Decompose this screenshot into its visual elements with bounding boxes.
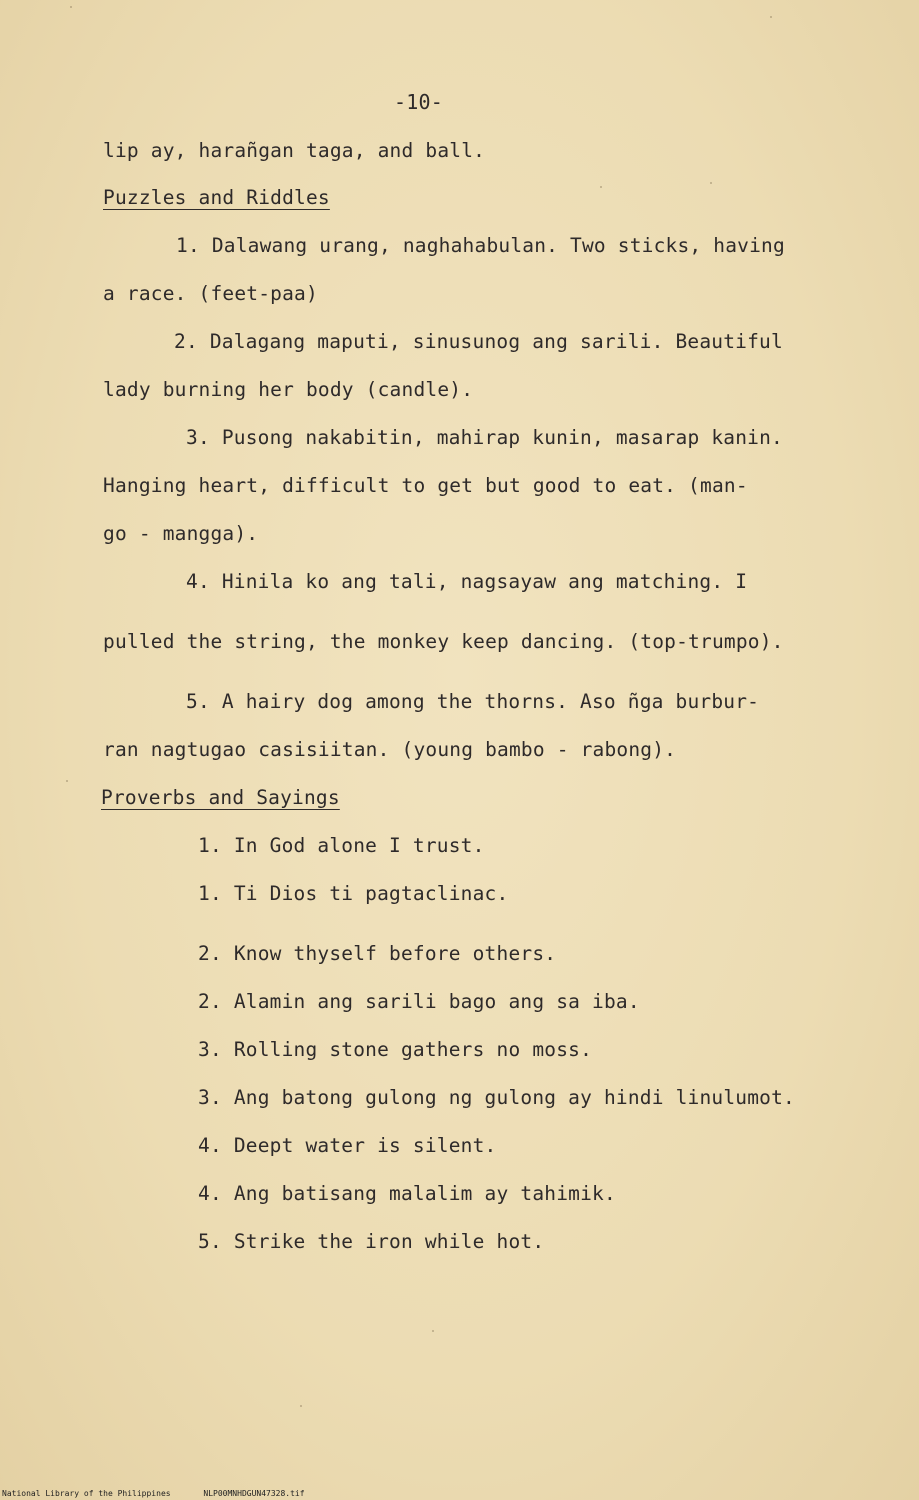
text-line: lip ay, harañgan taga, and ball. [103, 139, 486, 162]
paper-speck [300, 1405, 302, 1407]
scan-footer [2, 1489, 333, 1498]
proverb-line: 2. Know thyself before others. [198, 942, 557, 965]
riddle-2-line-2: lady burning her body (candle). [103, 378, 474, 401]
footer-library: National Library of the Philippines [2, 1489, 171, 1498]
paper-speck [770, 16, 772, 18]
proverb-line: 4. Deept water is silent. [198, 1134, 497, 1157]
section-heading-puzzles: Puzzles and Riddles [103, 186, 330, 209]
proverb-line: 5. Strike the iron while hot. [198, 1230, 545, 1253]
riddle-4-line-2: pulled the string, the monkey keep dancing. (top-trumpo). [103, 630, 784, 653]
paper-speck [600, 186, 602, 188]
proverb-line: 1. In God alone I trust. [198, 834, 485, 857]
riddle-2-line-1: 2. Dalagang maputi, sinusunog ang sarili. Beautiful [174, 330, 783, 353]
footer-filename: NLP00MNHDGUN47328.tif [203, 1489, 305, 1498]
riddle-4-line-1: 4. Hinila ko ang tali, nagsayaw ang matching. I [186, 570, 748, 593]
proverb-line: 4. Ang batisang malalim ay tahimik. [198, 1182, 616, 1205]
riddle-3-line-1: 3. Pusong nakabitin, mahirap kunin, masarap kanin. [186, 426, 783, 449]
proverb-line: 3. Rolling stone gathers no moss. [198, 1038, 593, 1061]
riddle-1-line-1: 1. Dalawang urang, naghahabulan. Two sticks, having [176, 234, 785, 257]
riddle-5-line-2: ran nagtugao casisiitan. (young bambo - rabong). [103, 738, 677, 761]
riddle-1-line-2: a race. (feet-paa) [103, 282, 318, 305]
proverb-line: 1. Ti Dios ti pagtaclinac. [198, 882, 509, 905]
riddle-3-line-3: go - mangga). [103, 522, 259, 545]
paper-speck [66, 780, 68, 782]
riddle-3-line-2: Hanging heart, difficult to get but good to eat. (man- [103, 474, 748, 497]
page-number: -10- [394, 90, 443, 114]
riddle-5-line-1: 5. A hairy dog among the thorns. Aso ñga burbur- [186, 690, 760, 713]
section-heading-proverbs: Proverbs and Sayings [101, 786, 340, 809]
paper-speck [710, 182, 712, 184]
proverb-line: 3. Ang batong gulong ng gulong ay hindi linulumot. [198, 1086, 795, 1109]
paper-speck [70, 6, 72, 8]
paper-speck [432, 1330, 434, 1332]
proverb-line: 2. Alamin ang sarili bago ang sa iba. [198, 990, 640, 1013]
